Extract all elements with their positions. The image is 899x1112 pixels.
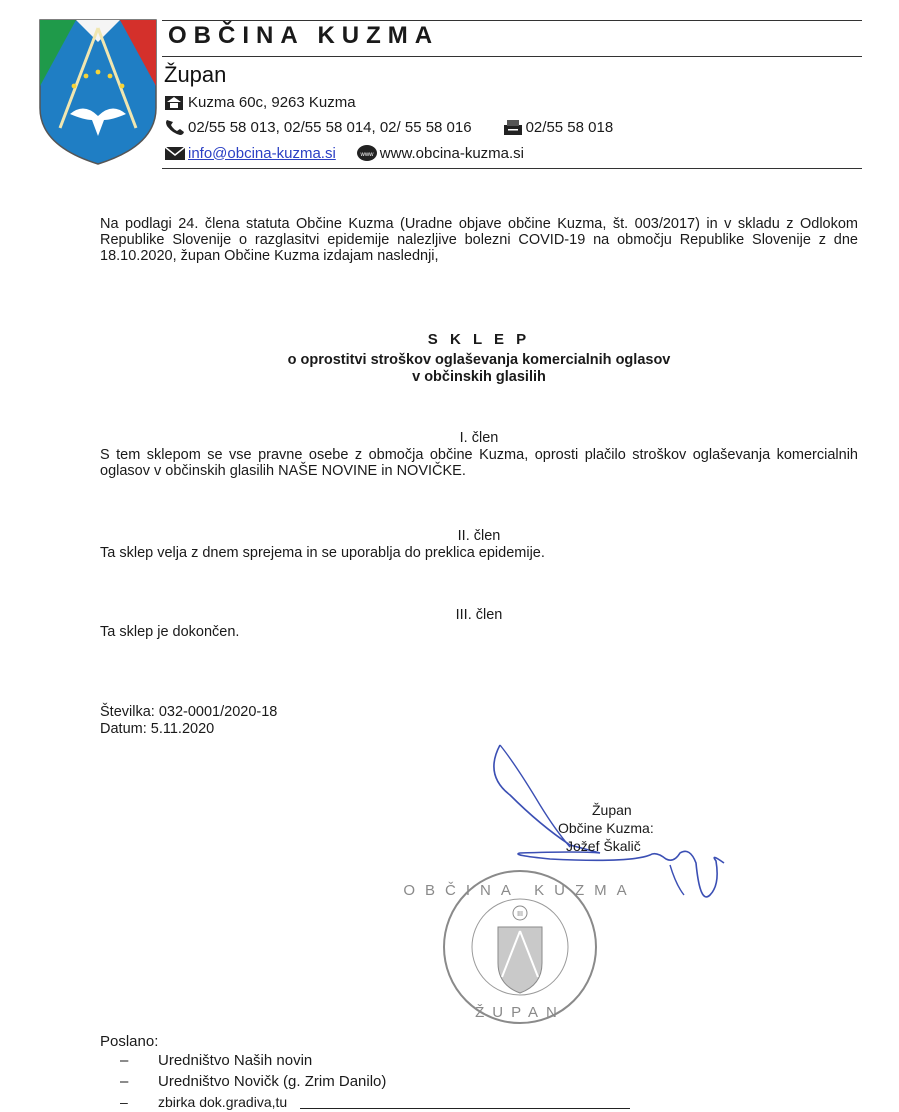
document-date: Datum: 5.11.2020 bbox=[100, 721, 215, 737]
article-1-heading: I. člen bbox=[459, 430, 499, 446]
list-item: – zbirka dok.gradiva,tu bbox=[120, 1094, 288, 1110]
document-subtitle-line-2: v občinskih glasilih bbox=[412, 369, 546, 385]
fax-icon bbox=[502, 118, 524, 136]
email-icon bbox=[164, 144, 186, 162]
web-line bbox=[164, 144, 524, 162]
organization-name: OBČINA KUZMA bbox=[168, 22, 440, 49]
home-icon bbox=[164, 93, 186, 111]
letterhead-top-rule bbox=[162, 20, 862, 21]
phone-numbers: 02/55 58 013, 02/55 58 014, 02/ 55 58 016 bbox=[188, 118, 472, 136]
letterhead-mid-rule bbox=[162, 56, 862, 57]
address-line bbox=[164, 93, 356, 111]
list-item-text: Uredništvo Novičk (g. Zrim Danilo) bbox=[158, 1073, 387, 1090]
svg-text:ŽUPAN: ŽUPAN bbox=[475, 1004, 565, 1021]
website-link[interactable]: www.obcina-kuzma.si bbox=[379, 144, 525, 162]
svg-text:OBČINA KUZMA: OBČINA KUZMA bbox=[403, 882, 637, 899]
distribution-label: Poslano: bbox=[100, 1033, 159, 1050]
document-subtitle-line-1: o oprostitvi stroškov oglaševanja komercialnih oglasov bbox=[287, 352, 671, 368]
address-text: Kuzma 60c, 9263 Kuzma bbox=[188, 93, 356, 111]
fax-number: 02/55 58 018 bbox=[525, 118, 614, 136]
letterhead-bottom-rule bbox=[162, 168, 862, 169]
preamble-paragraph: Na podlagi 24. člena statuta Občine Kuzma (Uradne objave občine Kuzma, št. 003/2017) in v skladu z Odlokom Republike Slovenije o razglasitvi epidemije nalezljive bolezni COVID-19 na območju Republike Slovenije z dne 18.10.2020, župan Občine Kuzma izdajam naslednji, bbox=[100, 216, 858, 264]
svg-text:www: www bbox=[360, 152, 374, 158]
article-2-text: Ta sklep velja z dnem sprejema in se uporablja do preklica epidemije. bbox=[100, 545, 545, 561]
signatory-title: Župan bbox=[592, 802, 632, 818]
list-item-text: zbirka dok.gradiva,tu bbox=[158, 1094, 288, 1110]
municipality-crest-logo bbox=[36, 16, 160, 166]
email-link[interactable]: info@obcina-kuzma.si bbox=[188, 144, 336, 162]
article-3-text: Ta sklep je dokončen. bbox=[100, 624, 240, 640]
underline-rule bbox=[300, 1108, 630, 1109]
phone-line bbox=[164, 118, 613, 136]
list-item: – Uredništvo Novičk (g. Zrim Danilo) bbox=[120, 1073, 387, 1090]
article-2-heading: II. člen bbox=[457, 528, 501, 544]
official-stamp bbox=[403, 865, 637, 1029]
office-title: Župan bbox=[164, 62, 227, 87]
signatory-office: Občine Kuzma: bbox=[558, 820, 654, 836]
document-number: Številka: 032-0001/2020-18 bbox=[100, 704, 278, 720]
svg-text:III: III bbox=[517, 911, 523, 918]
list-item: – Uredništvo Naših novin bbox=[120, 1052, 313, 1069]
signatory-name: Jožef Škalič bbox=[566, 838, 641, 854]
phone-icon bbox=[164, 118, 186, 136]
www-icon bbox=[356, 144, 378, 162]
list-item-text: Uredništvo Naših novin bbox=[158, 1052, 313, 1069]
article-1-text: S tem sklepom se vse pravne osebe z območja občine Kuzma, oprosti plačilo stroškov oglaševanja komercialnih oglasov v občinskih glasilih NAŠE NOVINE in NOVIČKE. bbox=[100, 447, 858, 479]
document-title: S K L E P bbox=[427, 331, 531, 348]
article-3-heading: III. člen bbox=[455, 607, 503, 623]
